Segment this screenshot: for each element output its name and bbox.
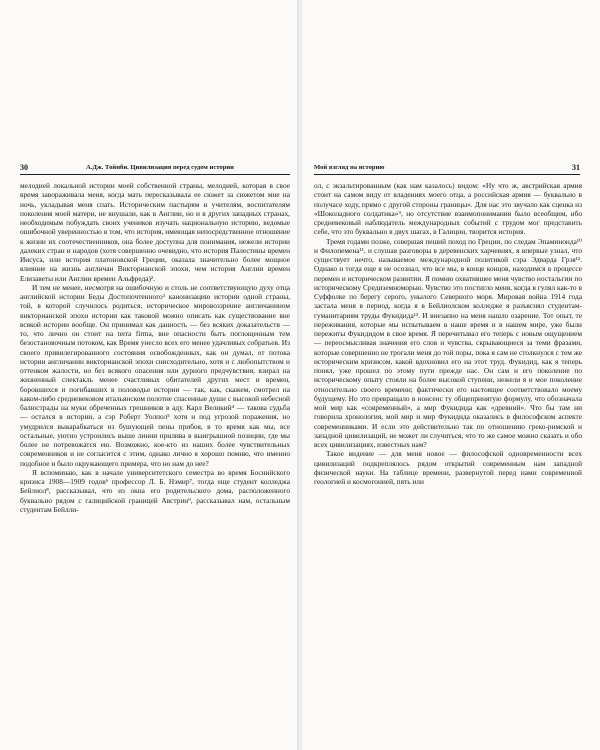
right-paragraph-1: ол, с экзальтированным (как нам казалось) видом: «Ну что ж, австрийская армия стоит на самом виду от владениях моего отца, а российская армия — буквально в получасе ходу, прямо с другой стороны границы». Для нас это звучало как сценка из «Шоколадного солдатика»⁹, но отсутствие взаимопонимания было всеобщим, ибо средневековый наблюдатель международных событий с трудом мог представить себе, что это буквально в двух шагах, в Галиции, творится история. [314, 181, 582, 237]
right-body-text [314, 181, 582, 486]
left-page-header [20, 163, 290, 175]
right-page-header [314, 163, 580, 175]
left-paragraph-2: И тем не менее, несмотря на ошибочную и столь не соответствующую духу отца английской истории Беды Достопочтенного³ канонизацию истории одной страны, той, в которой случилось родиться, историческое мировоззрение англичанином викторианской эпохи истории как таковой можно описать как существование вне всякой истории вообще. Он принимал как данность — без всяких доказательств — то, что лично он стоит на terra firma, вне опасности быть поглощенным тем безостановочным потоком, как Время унесло всех его менее удачливых собратьев. Из своего привилегированного состояния освобожденных, как он думал, от потока истории англичанин викторианской эпохи снисходительно, хотя и с любопытством и оттенком жалости, но без всякого опасения или дурного предчувствия, взирал на жизненный спектакль менее счастливых обитателей других мест и времен, боровшихся и погибавших в половодье истории — так, как, скажем, смотрел на каком-либо средневековом итальянском полотне спасенные души с высокой небесной балюстрады на муки обреченных грешников в аду. Карл Великий⁴ — такова судьба — остался в истории, а сэр Роберт Уолпол⁵ хотя и под угрозой поражения, но умудрился выкарабкаться из бушующей пены прибоя, в то время как мы, все остальные, уютно устроились выше линии прилива в выигрышной позиции, где мы более не потревожатся ею. Возможно, кое-кто из наших более чувствительных современников и не согласится с этим, однако лично я хорошо помню, что именно подобное и было окружающего примера, что но нам до нее? [20, 282, 290, 468]
left-running-head: А.Дж. Тойнби. Цивилизация перед судом истории [86, 164, 234, 171]
left-body-text [20, 181, 290, 514]
right-paragraph-3: Такое видение — для меня новое — философской одновременности всех цивилизаций подкреплялось рядом открытий современным нам западной физической науки. На таблице времени, развернутой перед нами современной геологией и космогонией, пять или [314, 449, 582, 486]
left-page-number: 30 [20, 163, 28, 172]
left-page [0, 0, 298, 750]
left-paragraph-1: мелодией локальной истории моей собственной страны, мелодией, которая в свое время завораживала меня, когда мать пересказывала ее сюжет за сюжетом мне на ночь, укладывая меня спать. Историческим пастырям и учителям, воспитателям поколения моей матери, не внушали, как в Англии, но и в других западных странах, необходимым побуждать своих учеников изучать национальную историю, ведомые ошибочной уверенностью в том, что история, имеющая непосредственное отношение к жизни их соотечественников, она более доступна для понимания, нежели истории далеких стран и народов (хотя совершенно очевидно, что история Палестины времен Иисуса, или история платоновской Греции, оказала значительно более мощное влияние на жизнь англичан Викторианской эпохи, чем история Англии времен Елизаветы или Англии времен Альфреда)². [20, 181, 290, 283]
right-paragraph-2: Тремя годами позже, совершая пеший поход по Греции, по следам Эпаминонда¹⁰ и Филопемена¹¹, и слушая разговоры в деревенских харчевнях, я впервые узнал, что существует нечто, называемое международной политикой сэра Эдварда Грэя¹². Однако и тогда еще я не осознал, что все мы, в конце концов, находимся в процессе перемен и историческом развитии. Я помню охватившее меня чувство ностальгии по историческому Средиземноморью. Чувство это постигло меня, когда я гулял как-то в Суффолке по берегу серого, унылого Северного моря. Мировая война 1914 года застала меня в период, когда я в Бейлиолском колледже я разъяснял студентам-гуманитариям труды Фукидида¹³. И внезапно на меня нашло озарение. Тот опыт, те переживания, которые мы испытываем в наше время и в нашем мире, уже были пережиты Фукидидом в свое время. Я перечитывал его теперь с новым ощущением — переосмысливая значения его слов и чувства, скрывающиеся за теми фразами, которые совершенно не трогали меня до той поры, пока я сам не столкнулся с тем же историческим кризисом, какой вдохновил его на этот труд. Фукидид, как я теперь понял, уже прошел по этому пути прежде нас. Он сам и его поколение по историческому опыту стояли на более высокой ступени, нежели я и мое поколение относительно своего времени; фактически его настоящее соответствовало моему будущему. Но это превращало в нонсенс ту общепринятую формулу, что обозначала мой мир как «современный», а мир Фукидида как «древний». Что бы там ни говорила хронология, мой мир и мир Фукидида оказались в философском аспекте современниками. И если это действительно так по отношению греко-римской и западной цивилизаций, не может ли случиться, что то же самое можно сказать и обо всех цивилизациях, известных нам? [314, 236, 582, 449]
left-paragraph-3: Я вспоминаю, как в начале университетского семестра во время Боснийского кризиса 1908—1909 годов⁶ профессор Л. Б. Нэмир⁷, тогда еще студент колледжа Бейлиол⁸, рассказывал, что из окна его родительского дома, расположенного буквально рядом с галицийской границей Австрии⁹, рассказывал нам, остальным студентам Бейлли- [20, 467, 290, 514]
right-page-number: 31 [572, 163, 580, 172]
right-running-head: Мой взгляд на историю [314, 164, 385, 171]
right-page [302, 0, 600, 750]
